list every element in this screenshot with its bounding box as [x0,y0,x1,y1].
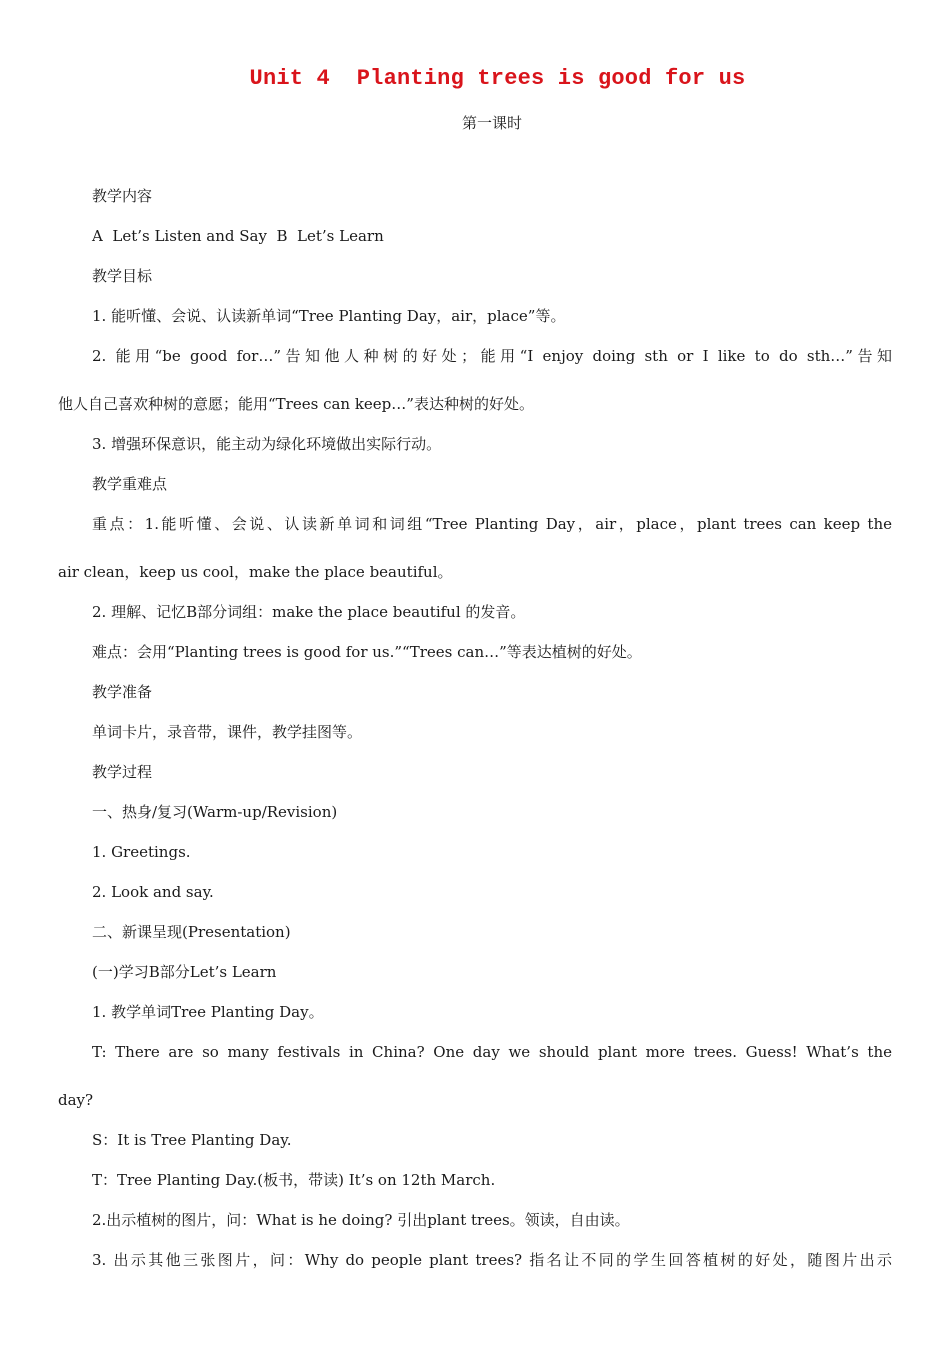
text-line: day? [58,1091,94,1109]
text-line: 二、新课呈现(Presentation) [92,923,291,941]
text-line: 1. Greetings. [92,843,191,861]
text-line: 他人自己喜欢种树的意愿；能用“Trees can keep…”表达种树的好处。 [58,395,534,413]
text-line: 一、热身/复习(Warm-up/Revision) [92,803,338,821]
section-heading: 教学过程 [92,763,153,781]
text-line: (一)学习B部分Let’s Learn [92,963,277,981]
section-heading: 教学内容 [92,187,153,205]
section-heading: 教学目标 [92,267,153,285]
text-line: 难点：会用“Planting trees is good for us.”“Trees can…”等表达植树的好处。 [92,643,642,661]
text-line: 1. 教学单词Tree Planting Day。 [92,1003,324,1021]
document-title: Unit 4 Planting trees is good for us [249,66,746,91]
text-line: 3. 出示其他三张图片，问：Why do people plant trees? 指名让不同的学生回答植树的好处，随图片出示 [92,1251,892,1269]
text-line: 1. 能听懂、会说、认读新单词“Tree Planting Day，air，place”等。 [92,307,566,325]
text-line: 2. 能用“be good for…”告知他人种树的好处；能用“I enjoy doing sth or I like to do sth…”告知 [92,347,892,365]
document-subtitle: 第一课时 [461,114,522,132]
text-line: air clean，keep us cool，make the place beautiful。 [58,563,453,581]
text-line: 2. 理解、记忆B部分词组：make the place beautiful 的发音。 [92,603,526,621]
text-line: 2.出示植树的图片，问：What is he doing? 引出plant trees。领读，自由读。 [92,1211,630,1229]
text-line: 重点：1.能听懂、会说、认读新单词和词组“Tree Planting Day，air，place，plant trees can keep the [92,515,892,533]
text-line: T: There are so many festivals in China? One day we should plant more trees. Guess! What’s the [92,1043,892,1061]
text-line: T：Tree Planting Day.(板书，带读) It’s on 12th March. [92,1171,496,1189]
text-line: 单词卡片，录音带，课件，教学挂图等。 [92,723,363,741]
section-heading: 教学重难点 [92,475,168,493]
text-line: 3. 增强环保意识，能主动为绿化环境做出实际行动。 [92,435,442,453]
text-line: 2. Look and say. [92,883,214,901]
section-heading: 教学准备 [92,683,153,701]
text-line: A Let’s Listen and Say B Let’s Learn [92,227,384,245]
text-line: S：It is Tree Planting Day. [92,1131,292,1149]
